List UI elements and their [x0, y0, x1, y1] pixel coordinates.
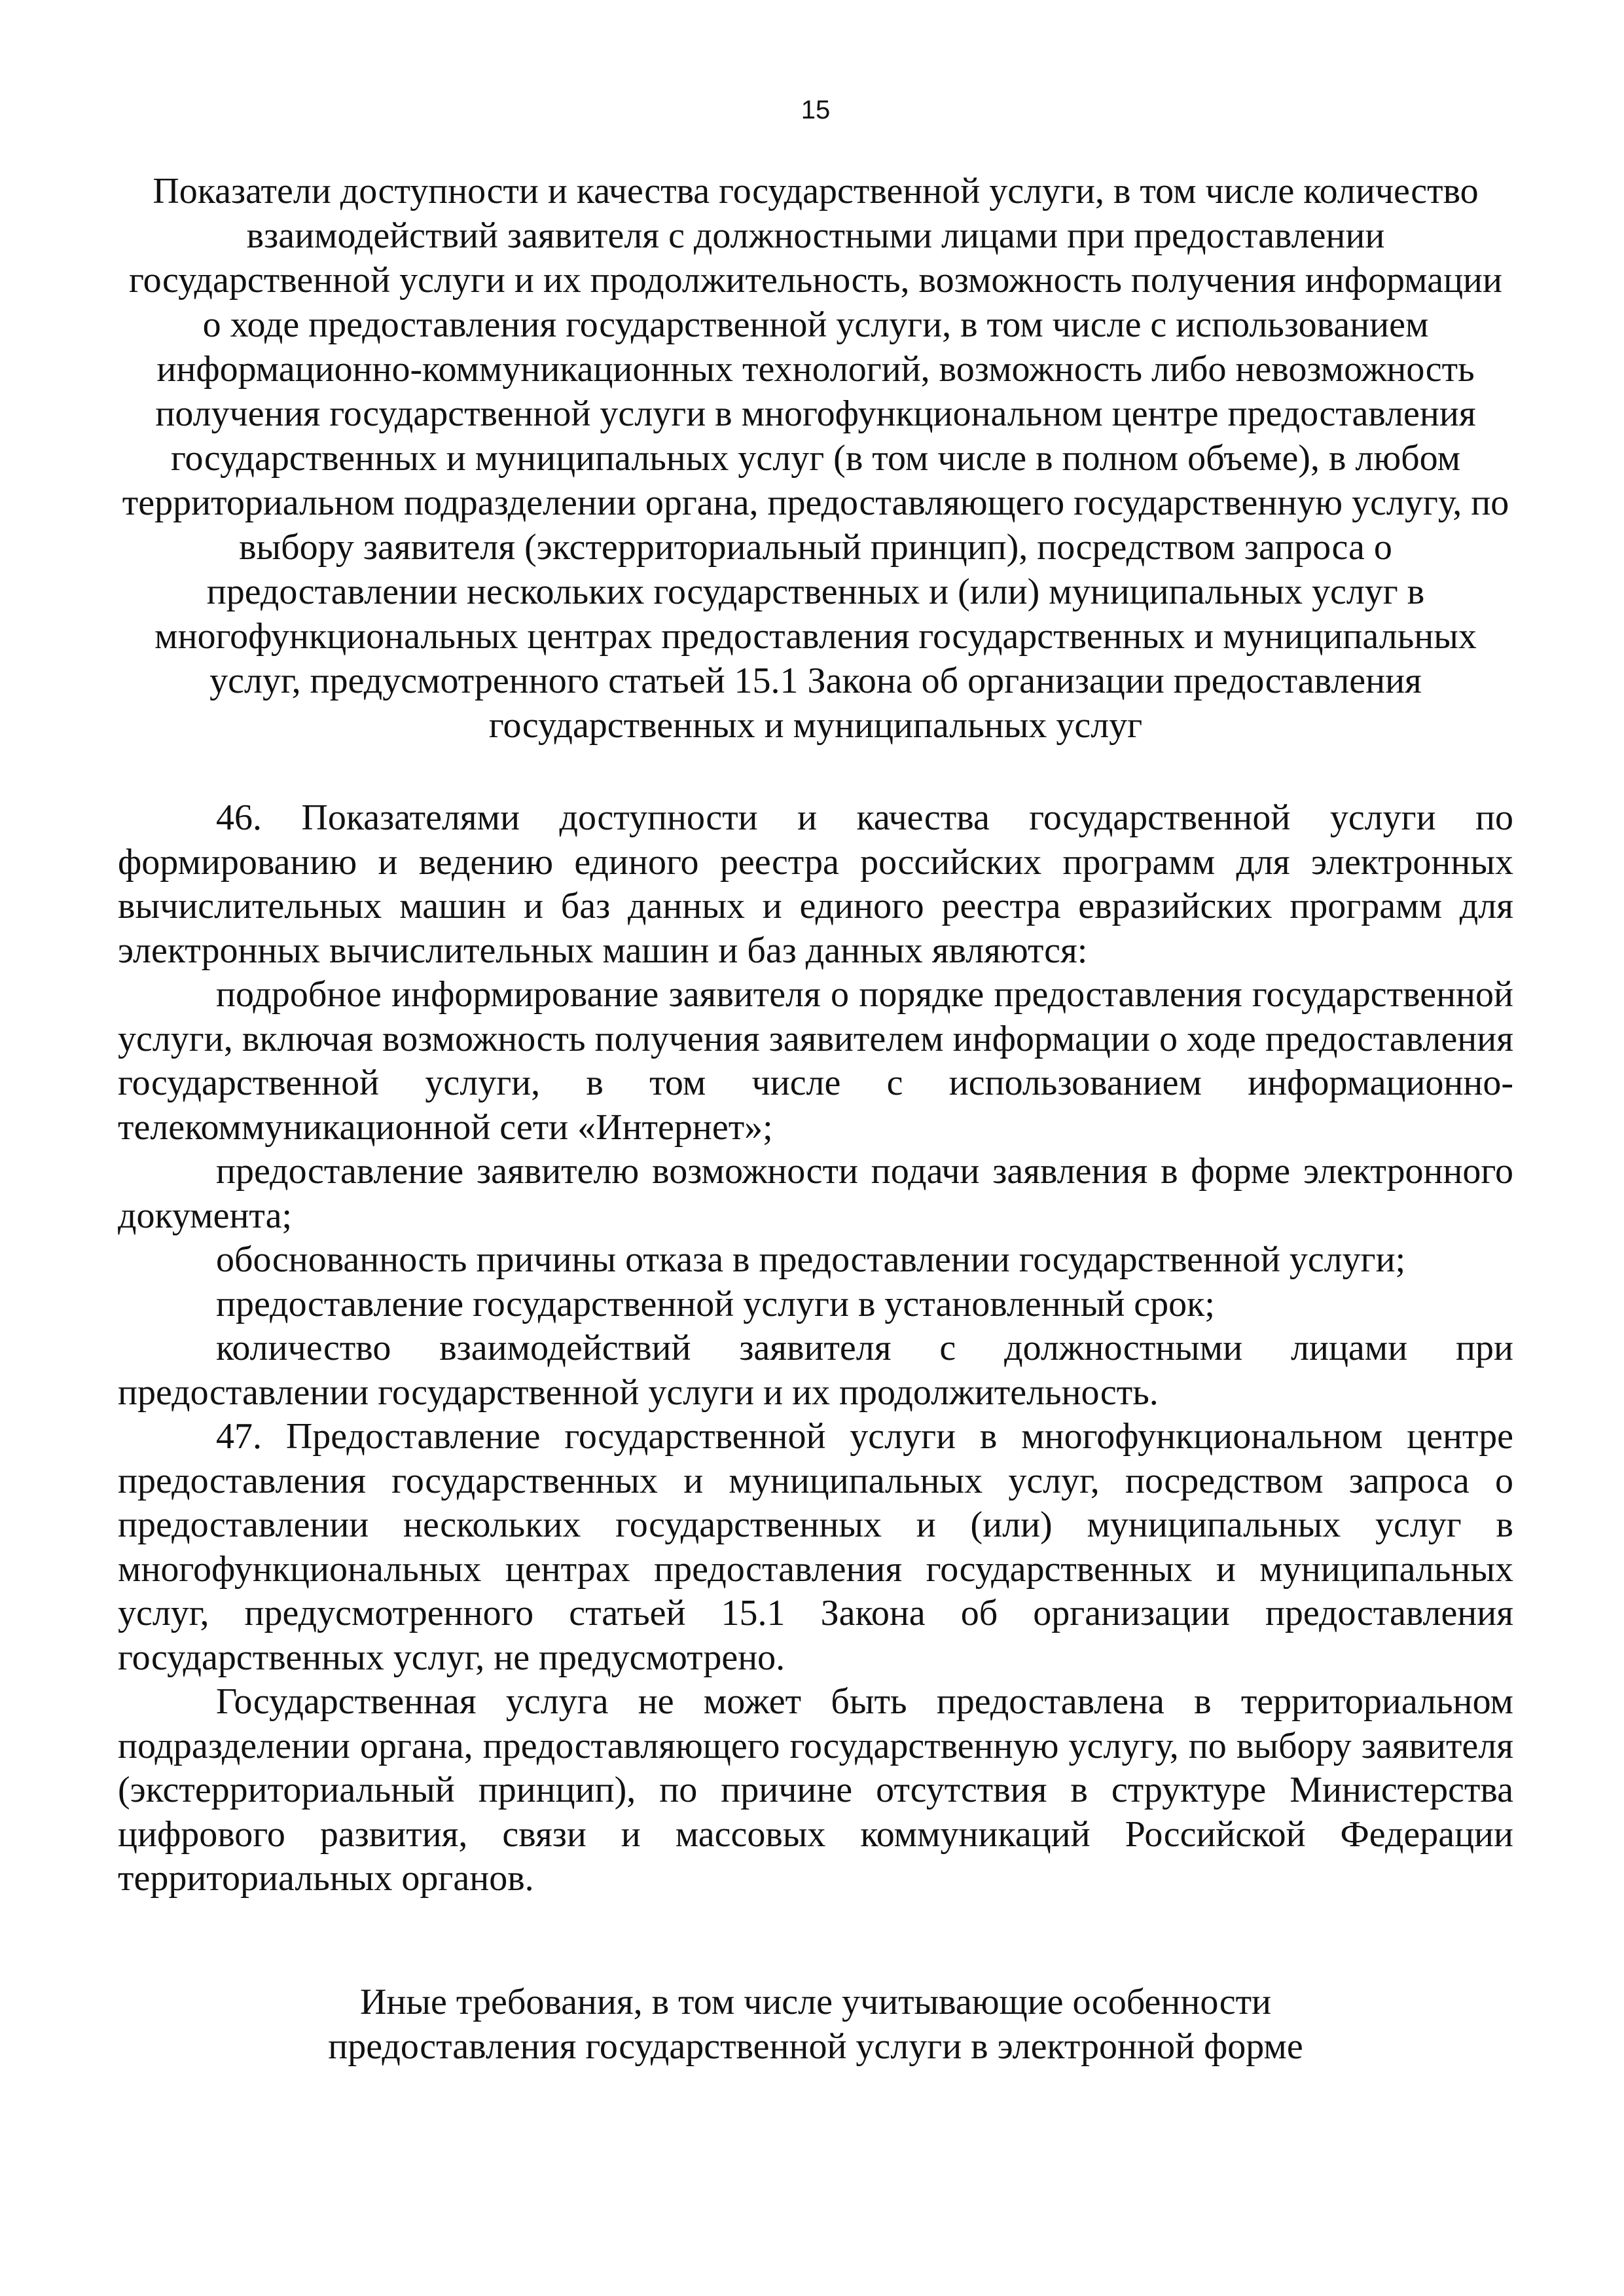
paragraph-46-intro: 46. Показателями доступности и качества государственной услуги по формированию и ведению единого реестра российских программ для электронных вычислительных машин и баз данных и единого реестра евразийских программ для электронных вычислительных машин и баз данных являются:: [118, 797, 1513, 971]
indicator-refusal-justification: обоснованность причины отказа в предоставлении государственной услуги;: [216, 1239, 1406, 1280]
next-heading-line-2: предоставления государственной услуги в электронной форме: [328, 2026, 1303, 2067]
section-heading: Показатели доступности и качества государственной услуги, в том числе количество взаимодействий заявителя с должностными лицами при предоставлении государственной услуги и их продолжительность, возможность получения информации о ходе предоставления государственной услуги, в том числе с использованием информационно-коммуникационных технологий, возможность либо невозможность получения государственной услуги в многофункциональном центре предоставления государственных и муниципальных услуг (в том числе в полном объеме), в любом территориальном подразделении органа, предоставляющего государственную услугу, по выбору заявителя (экстерриториальный принцип), посредством запроса о предоставлении нескольких государственных и (или) муниципальных услуг в многофункциональных центрах предоставления государственных и муниципальных услуг, предусмотренного статьей 15.1 Закона об организации предоставления государственных и муниципальных услуг: [122, 171, 1509, 746]
next-heading-line-1: Иные требования, в том числе учитывающие особенности: [359, 1981, 1272, 2022]
indicator-electronic-application: предоставление заявителю возможности подачи заявления в форме электронного документа;: [118, 1151, 1513, 1236]
spacer: [118, 1901, 1513, 1980]
page-number: 15: [801, 96, 831, 124]
indicator-deadline: предоставление государственной услуги в установленный срок;: [216, 1283, 1215, 1324]
paragraph-47: 47. Предоставление государственной услуги в многофункциональном центре предоставления государственных и муниципальных услуг, посредством запроса о предоставлении нескольких государственных и (или) муниципальных услуг в многофункциональных центрах предоставления государственных и муниципальных услуг, предусмотренного статьей 15.1 Закона об организации предоставления государственных услуг, не предусмотрено.: [118, 1416, 1513, 1678]
paragraph-extraterritorial: Государственная услуга не может быть предоставлена в территориальном подразделении органа, предоставляющего государственную услугу, по выбору заявителя (экстерриториальный принцип), по причине отсутствия в структуре Министерства цифрового развития, связи и массовых коммуникаций Российской Федерации территориальных органов.: [118, 1681, 1513, 1899]
spacer: [118, 748, 1513, 796]
indicator-interactions: количество взаимодействий заявителя с должностными лицами при предоставлении государственной услуги и их продолжительность.: [118, 1328, 1513, 1413]
indicator-informing: подробное информирование заявителя о порядке предоставления государственной услуги, включая возможность получения заявителем информации о ходе предоставления государственной услуги, в том числе с использованием информационно-телекоммуникационной сети «Интернет»;: [118, 974, 1513, 1148]
document-page: [118, 92, 1513, 2069]
